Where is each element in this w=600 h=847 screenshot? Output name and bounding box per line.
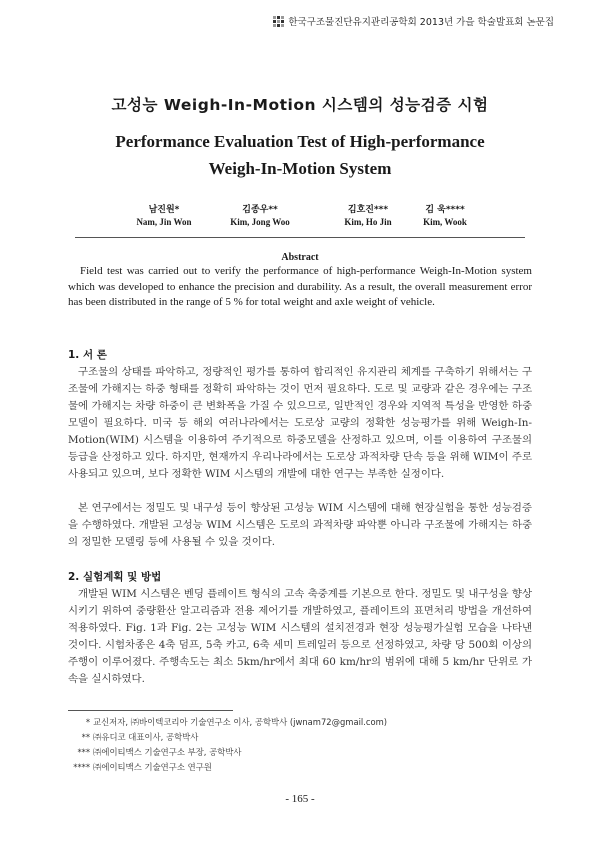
introduction-paragraph-1: 구조물의 상태를 파악하고, 정량적인 평가를 통하여 합리적인 유지관리 체계를 구축하기 위해서는 구조물에 가해지는 하중 형태를 정확히 파악하는 것이 먼저 필요하다. 도로 및 교량과 같은 경우에는 구조물에 가해지는 차량 하중이 큰 변화폭을 가질 수 있으므로, 일반적인 경우와 지역적 특성을 반영한 하중모델이 필요하다. 미국 등 해외 여러나라에서는 도로상 교량의 정확한 성능평가를 위해 Weigh-In-Motion(WIM) 시스템을 이용하여 주기적으로 하중모델을 산정하고 있으며, 이를 이용하여 구조물의 등급을 산정하고 있다. 하지만, 현재까지 우리나라에서는 도로상 과적차량 단속 등을 위해 WIM이 주로 사용되고 있으며, 보다 정확한 WIM 시스템의 개발에 대한 연구는 부족한 실정이다. (68, 366, 532, 480)
author-name-korean: 김호진*** (347, 205, 389, 215)
author-2 (205, 202, 315, 227)
title-english-line2: Weigh-In-Motion System (208, 159, 392, 178)
author-name-english: Kim, Jong Woo (230, 217, 290, 227)
author-name-english: Kim, Ho Jin (344, 217, 392, 227)
footnote-marker: **** (73, 762, 90, 772)
abstract-heading: Abstract (281, 252, 319, 263)
footnote-marker: * (85, 717, 90, 727)
section-heading-methods: 2. 실험계획 및 방법 (68, 571, 162, 583)
running-header (273, 14, 554, 28)
methods-paragraph-1: 개발된 WIM 시스템은 벤딩 플레이트 형식의 고속 축중계를 기본으로 한다. 정밀도 및 내구성을 향상시키기 위하여 중량환산 알고리즘과 전용 제어기를 개발하였고, 플레이트의 표면처리 방법을 개선하여 적용하였다. Fig. 1과 Fig. 2는 고성능 WIM 시스템의 설치전경과 현장 성능평가실험 모습을 나타낸 것이다. 시험차종은 4축 덤프, 5축 카고, 6축 세미 트레일러 등으로 선정하였고, 차량 당 500회 이상의 주행이 이루어졌다. 주행속도는 최소 5km/hr에서 최대 60 km/hr의 범위에 대해 5 km/hr 단위로 가속을 실시하였다. (68, 588, 532, 685)
footnote-text: ㈜에이티맥스 기술연구소 연구원 (93, 762, 212, 772)
title-korean: 고성능 Weigh-In-Motion 시스템의 성능검증 시험 (111, 96, 489, 114)
introduction-paragraph-2: 본 연구에서는 정밀도 및 내구성 등이 향상된 고성능 WIM 시스템에 대해 현장실험을 통한 성능검증을 수행하였다. 개발된 고성능 WIM 시스템은 도로의 과적차량 파악뿐 아니라 구조물에 가해지는 하중의 정밀한 모델링 등에 사용될 수 있을 것이다. (68, 502, 532, 548)
footnote-4 (68, 761, 212, 773)
author-1 (109, 202, 219, 227)
author-name-korean: 김 욱**** (425, 205, 465, 215)
author-name-korean: 남진원* (148, 205, 180, 215)
page-number: - 165 - (285, 793, 315, 805)
author-4 (390, 202, 500, 227)
author-name-korean: 김종우** (242, 205, 278, 215)
author-name-english: Kim, Wook (423, 217, 467, 227)
footnote-1 (68, 716, 387, 728)
title-english-line1: Performance Evaluation Test of High-performance (115, 132, 485, 151)
abstract-text: Field test was carried out to verify the performance of high-performance Weigh-In-Motion system which was developed to enhance the precision and durability. As a result, the overall measurement error has been distributed in the range of 5 % for total weight and axle weight of vehicle. (68, 265, 532, 308)
footnote-marker: ** (81, 732, 90, 742)
author-divider (75, 237, 525, 238)
footnote-divider (68, 710, 233, 711)
footnote-text: ㈜에이티맥스 기술연구소 부장, 공학박사 (93, 747, 242, 757)
author-name-english: Nam, Jin Won (136, 217, 192, 227)
footnote-text: ㈜유디코 대표이사, 공학박사 (93, 732, 199, 742)
footnote-2 (68, 731, 198, 743)
footnote-text: 교신저자, ㈜바이텍코리아 기술연구소 이사, 공학박사 (jwnam72@gmail.com) (93, 717, 388, 727)
journal-logo-icon (273, 16, 284, 27)
footnote-marker: *** (77, 747, 90, 757)
footnote-3 (68, 746, 241, 758)
section-heading-introduction: 1. 서 론 (68, 349, 107, 361)
running-title: 한국구조물진단유지관리공학회 2013년 가을 학술발표회 논문집 (288, 17, 554, 28)
